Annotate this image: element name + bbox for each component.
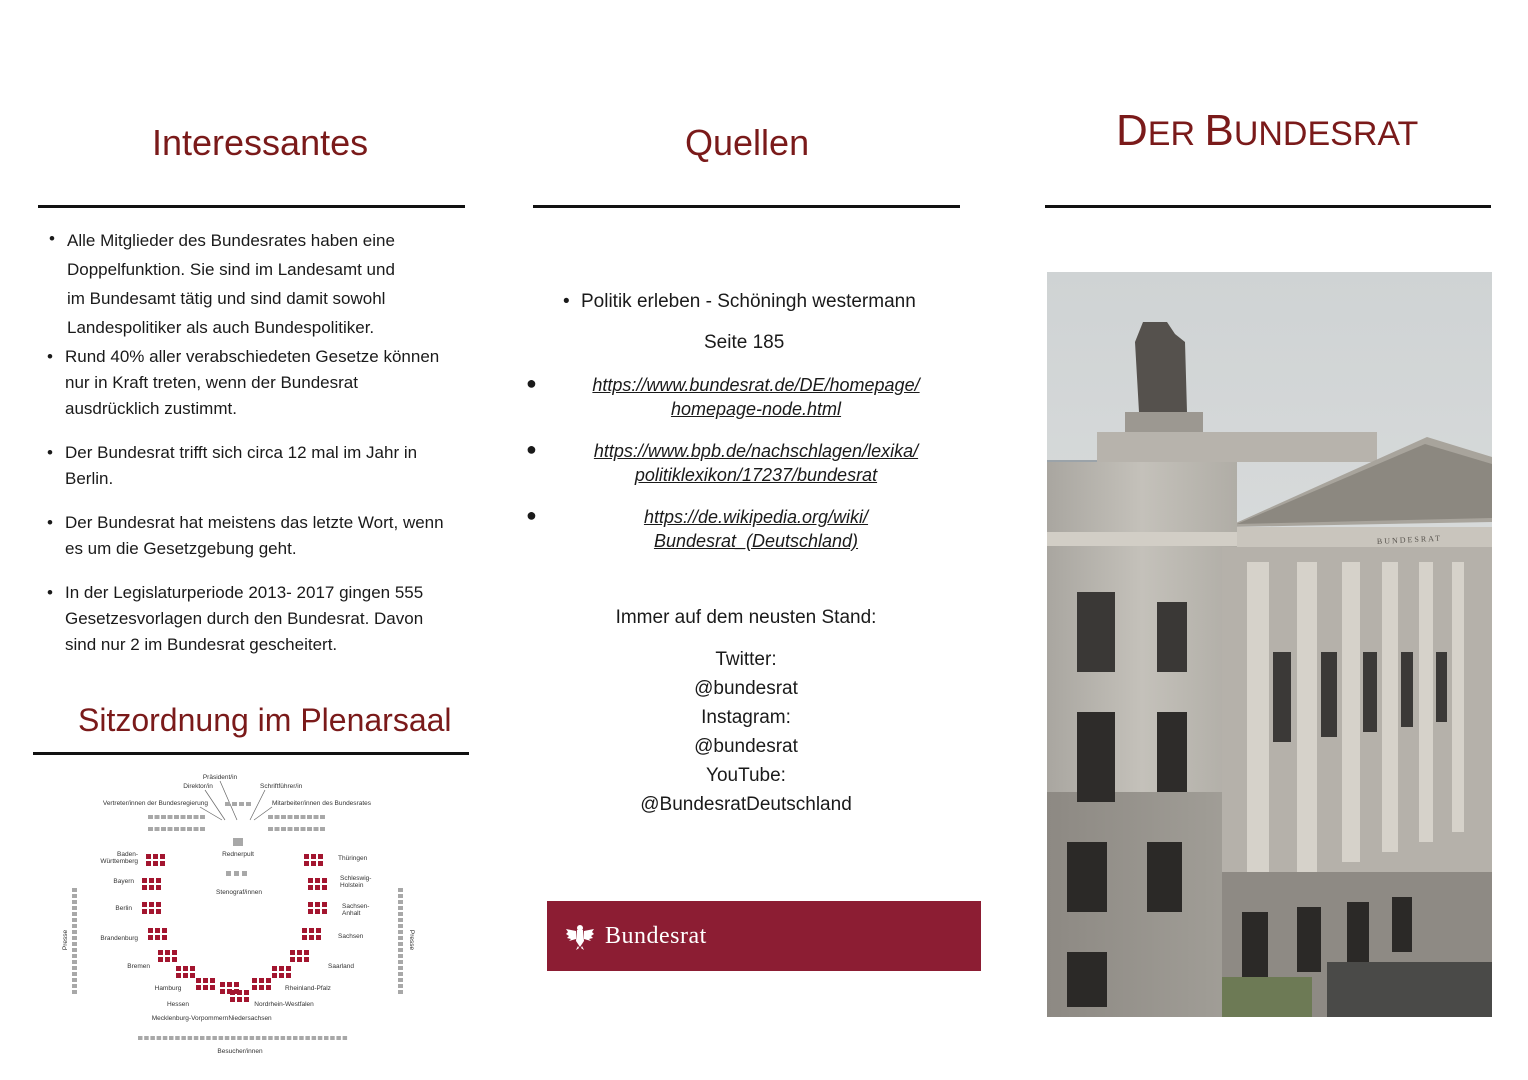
press-seat [72,924,77,928]
delegate-seat [162,935,167,940]
visitor-seat [293,1036,298,1040]
bundesrat-logo-banner [547,901,981,971]
press-seat [72,888,77,892]
facts-list [49,226,487,346]
delegate-seat [149,878,154,883]
stenograf-seat [234,871,239,876]
visitor-seat [188,1036,193,1040]
delegate-seat [272,973,277,978]
visitor-seat [138,1036,143,1040]
eagle-icon [565,921,595,951]
staff-seat [294,827,299,831]
label-direktor: Direktor/in [183,783,213,790]
visitor-seat [231,1036,236,1040]
staff-seat [307,815,312,819]
staff-seat [294,815,299,819]
delegate-seat [259,978,264,983]
sitzordnung-rule [33,752,469,755]
visitor-seat [144,1036,149,1040]
state-label: Mecklenburg-Vorpommern [151,1015,229,1022]
delegate-seat [146,854,151,859]
instagram-label: Instagram: [701,707,791,728]
gov-seat [155,815,160,819]
delegate-seat [230,990,235,995]
youtube-handle[interactable]: @BundesratDeutschland [640,794,852,815]
bundesrat-building-photo [1047,272,1492,1017]
delegate-seat [308,885,313,890]
delegate-seat [220,982,225,987]
book-source: • Politik erleben - Schöningh westermann [563,291,916,312]
delegate-seat [153,861,158,866]
gov-seat [155,827,160,831]
state-label: Thüringen [338,855,368,862]
label-rednerpult: Rednerpult [222,851,254,858]
press-seat [72,942,77,946]
visitor-seat [318,1036,323,1040]
press-seat [398,900,403,904]
label-besucher: Besucher/innen [217,1048,263,1055]
gov-seat [168,815,173,819]
delegate-seat [160,861,165,866]
delegate-seat [318,854,323,859]
label-presse-left: Presse [62,929,69,951]
state-label: Niedersachsen [228,1015,272,1022]
presidium-seat [225,802,230,806]
delegate-seat [196,978,201,983]
visitor-seat [181,1036,186,1040]
delegate-seat [183,966,188,971]
visitor-seat [194,1036,199,1040]
press-seat [398,942,403,946]
sitzordnung-heading: Sitzordnung im Plenarsaal [78,702,452,738]
delegate-seat [183,973,188,978]
staff-seat [314,827,319,831]
state-label: Berlin [115,905,132,912]
press-seat [398,906,403,910]
delegate-seat [318,861,323,866]
delegate-seat [316,935,321,940]
presidium-seat [232,802,237,806]
delegate-seat [156,885,161,890]
source-link[interactable]: ● https://www.bundesrat.de/DE/homepage/ homepage-node.html [526,373,920,419]
press-seat [398,924,403,928]
delegate-seat [266,985,271,990]
delegate-seat [316,928,321,933]
delegate-seat [297,950,302,955]
delegate-seat [244,990,249,995]
delegate-seat [304,957,309,962]
press-seat [72,906,77,910]
rednerpult-shape [233,838,243,846]
delegate-seat [286,966,291,971]
delegate-seat [297,957,302,962]
press-seat [398,966,403,970]
delegate-seat [210,985,215,990]
delegate-seat [290,950,295,955]
press-seat [72,918,77,922]
book-page: Seite 185 [704,332,785,353]
delegate-seat [142,885,147,890]
press-seat [398,954,403,958]
fact-item: • In der Legislaturperiode 2013- 2017 gingen 555 Gesetzesvorlagen durch den Bundesrat. Davon sind nur 2 im Bundesrat gescheitert. [47,583,424,654]
delegate-seat [176,973,181,978]
delegate-seat [203,978,208,983]
press-seat [398,936,403,940]
delegate-seat [149,902,154,907]
gov-seat [161,827,166,831]
source-link[interactable]: ● https://de.wikipedia.org/wiki/ Bundesrat_(Deutschland) [526,505,869,551]
press-seat [72,966,77,970]
state-label: Sachsen [338,933,364,940]
delegate-seat [309,928,314,933]
staff-seat [275,827,280,831]
state-label: Sachsen-Anhalt [342,903,370,917]
delegate-seat [172,957,177,962]
press-seat [72,912,77,916]
press-seat [398,894,403,898]
visitor-seat [200,1036,205,1040]
delegate-seat [322,878,327,883]
visitor-seat [268,1036,273,1040]
press-seat [72,930,77,934]
delegate-seat [158,957,163,962]
delegate-seat [156,909,161,914]
delegate-seat [309,935,314,940]
twitter-handle[interactable]: @bundesrat [694,678,798,699]
visitor-seat [157,1036,162,1040]
gov-seat [200,815,205,819]
press-seat [398,912,403,916]
delegate-seat [176,966,181,971]
staff-seat [288,827,293,831]
visitor-seat [324,1036,329,1040]
delegate-seat [156,902,161,907]
gov-seat [148,815,153,819]
state-label: Hamburg [154,985,182,992]
stenograf-seat [242,871,247,876]
left-heading-rule [38,205,465,208]
staff-seat [275,815,280,819]
press-seat [72,990,77,994]
delegate-seat [272,966,277,971]
visitor-seat [169,1036,174,1040]
staff-seat [307,827,312,831]
delegate-seat [315,885,320,890]
visitor-seat [219,1036,224,1040]
building-inscription: BUNDESRAT [1376,533,1443,546]
interessantes-heading: Interessantes [152,122,369,163]
delegate-seat [230,997,235,1002]
delegate-seat [304,861,309,866]
staff-seat [268,827,273,831]
visitor-seat [256,1036,260,1040]
delegate-seat [252,985,257,990]
delegate-seat [148,928,153,933]
press-seat [72,894,77,898]
delegate-seat [203,985,208,990]
delegate-seat [308,878,313,883]
delegate-seat [165,957,170,962]
press-seat [398,984,403,988]
delegate-seat [302,935,307,940]
press-seat [72,936,77,940]
stay-updated-text: Immer auf dem neusten Stand: [615,607,877,628]
instagram-handle[interactable]: @bundesrat [694,736,798,757]
middle-heading-rule [533,205,960,208]
staff-seat [320,827,325,831]
label-stenograf: Stenograf/innen [216,889,262,896]
right-heading-rule [1045,205,1491,208]
delegate-seat [220,989,225,994]
delegate-seat [311,854,316,859]
delegate-seat [279,966,284,971]
gov-seat [181,815,186,819]
delegate-seat [237,990,242,995]
link-list [526,373,952,571]
delegate-seat [315,878,320,883]
gov-seat [174,815,179,819]
visitor-seat [336,1036,341,1040]
gov-seat [161,815,166,819]
state-label: Nordrhein-Westfalen [254,1001,314,1008]
press-seat [398,972,403,976]
staff-seat [301,827,306,831]
delegate-seat [190,966,195,971]
gov-seat [187,827,192,831]
gov-seat [174,827,179,831]
press-seat [398,948,403,952]
quellen-heading: Quellen [685,122,810,163]
visitor-seat [330,1036,335,1040]
gov-seat [200,827,205,831]
press-seat [398,888,403,892]
stenograf-seat [226,871,231,876]
seating-diagram [50,770,430,1060]
visitor-seat [312,1036,317,1040]
delegate-seat [142,902,147,907]
youtube-label: YouTube: [706,765,786,786]
delegate-seat [315,909,320,914]
delegate-seat [153,854,158,859]
delegate-seat [227,982,232,987]
brand-name: Bundesrat [605,922,707,949]
der-bundesrat-title: DER BUNDESRAT [1116,106,1419,155]
staff-seat [281,815,286,819]
visitor-seat [163,1036,168,1040]
delegate-seat [322,885,327,890]
staff-seat [281,827,286,831]
twitter-label: Twitter: [715,649,777,670]
delegate-seat [172,950,177,955]
press-seat [72,972,77,976]
delegate-seat [302,928,307,933]
label-praesident: Präsident/in [202,774,238,781]
state-label: Brandenburg [100,935,138,942]
press-seat [398,960,403,964]
staff-seat [268,815,273,819]
visitor-seat [262,1036,267,1040]
delegate-seat [266,978,271,983]
delegate-seat [234,982,239,987]
state-label: Rheinland-Pfalz [285,985,331,992]
gov-seat [168,827,173,831]
delegate-seat [252,978,257,983]
gov-seat [194,827,199,831]
press-seat [72,978,77,982]
visitor-seat [206,1036,211,1040]
state-label: Bayern [113,878,134,885]
visitor-seat [225,1036,230,1040]
delegate-seat [146,861,151,866]
fact-item: • Der Bundesrat hat meistens das letzte Wort, wenn es um die Gesetzgebung geht. [47,513,444,558]
press-seat [398,978,403,982]
press-seat [398,930,403,934]
delegate-seat [155,935,160,940]
press-seat [72,900,77,904]
delegate-seat [308,909,313,914]
delegate-seat [162,928,167,933]
delegate-seat [304,950,309,955]
label-schriftfuehrer: Schriftführer/in [260,783,303,790]
visitor-seat [175,1036,180,1040]
fact-item: • Der Bundesrat trifft sich circa 12 mal im Jahr in Berlin. [47,443,418,488]
delegate-seat [165,950,170,955]
delegate-seat [149,885,154,890]
delegate-seat [196,985,201,990]
press-seat [72,954,77,958]
delegate-seat [311,861,316,866]
delegate-seat [322,902,327,907]
visitor-seat [287,1036,292,1040]
press-seat [72,960,77,964]
delegate-seat [237,997,242,1002]
staff-seat [314,815,319,819]
label-mitarbeiter: Mitarbeiter/innen des Bundesrates [272,800,372,807]
label-vertreter: Vertreter/innen der Bundesregierung [102,800,208,807]
facts-list-2 [47,344,485,658]
visitor-seat [150,1036,155,1040]
staff-seat [320,815,325,819]
visitor-seat [274,1036,279,1040]
social-block [546,645,946,819]
presidium-seat [239,802,244,806]
press-seat [72,948,77,952]
label-presse-right: Presse [408,929,415,951]
fact-item: • Rund 40% aller verabschiedeten Gesetze können nur in Kraft treten, wenn der Bundesrat ausdrücklich zustimmt. [47,347,440,418]
press-seat [398,990,403,994]
delegate-seat [149,909,154,914]
state-label: Baden-Württemberg [100,851,138,865]
delegate-seat [315,902,320,907]
staff-seat [301,815,306,819]
press-seat [72,984,77,988]
press-seat [398,918,403,922]
delegate-seat [142,909,147,914]
visitor-seat [250,1036,255,1040]
delegate-seat [286,973,291,978]
delegate-seat [158,950,163,955]
delegate-seat [304,854,309,859]
visitor-seat [281,1036,286,1040]
delegate-seat [322,909,327,914]
delegate-seat [259,985,264,990]
fact-item: • Alle Mitglieder des Bundesrates haben eine Doppelfunktion. Sie sind im Landesamt und im Bundesamt tätig und sind damit sowohl Landespolitiker als auch Bundespolitiker. [49,229,395,337]
source-link[interactable]: ● https://www.bpb.de/nachschlagen/lexika/ politiklexikon/17237/bundesrat [526,439,919,485]
delegate-seat [308,902,313,907]
delegate-seat [148,935,153,940]
state-label: Schleswig-Holstein [340,875,372,889]
visitor-seat [305,1036,310,1040]
visitor-seat [243,1036,248,1040]
staff-seat [288,815,293,819]
delegate-seat [142,878,147,883]
gov-seat [181,827,186,831]
state-label: Bremen [127,963,150,970]
delegate-seat [155,928,160,933]
gov-seat [194,815,199,819]
visitor-seat [237,1036,242,1040]
gov-seat [187,815,192,819]
visitor-seat [212,1036,217,1040]
state-label: Saarland [328,963,355,970]
delegate-seat [290,957,295,962]
visitor-seat [343,1036,348,1040]
presidium-seat [246,802,251,806]
visitor-seat [299,1036,304,1040]
delegate-seat [156,878,161,883]
delegate-seat [160,854,165,859]
gov-seat [148,827,153,831]
delegate-seat [190,973,195,978]
delegate-seat [210,978,215,983]
delegate-seat [279,973,284,978]
delegate-seat [244,997,249,1002]
state-label: Hessen [166,1001,190,1008]
